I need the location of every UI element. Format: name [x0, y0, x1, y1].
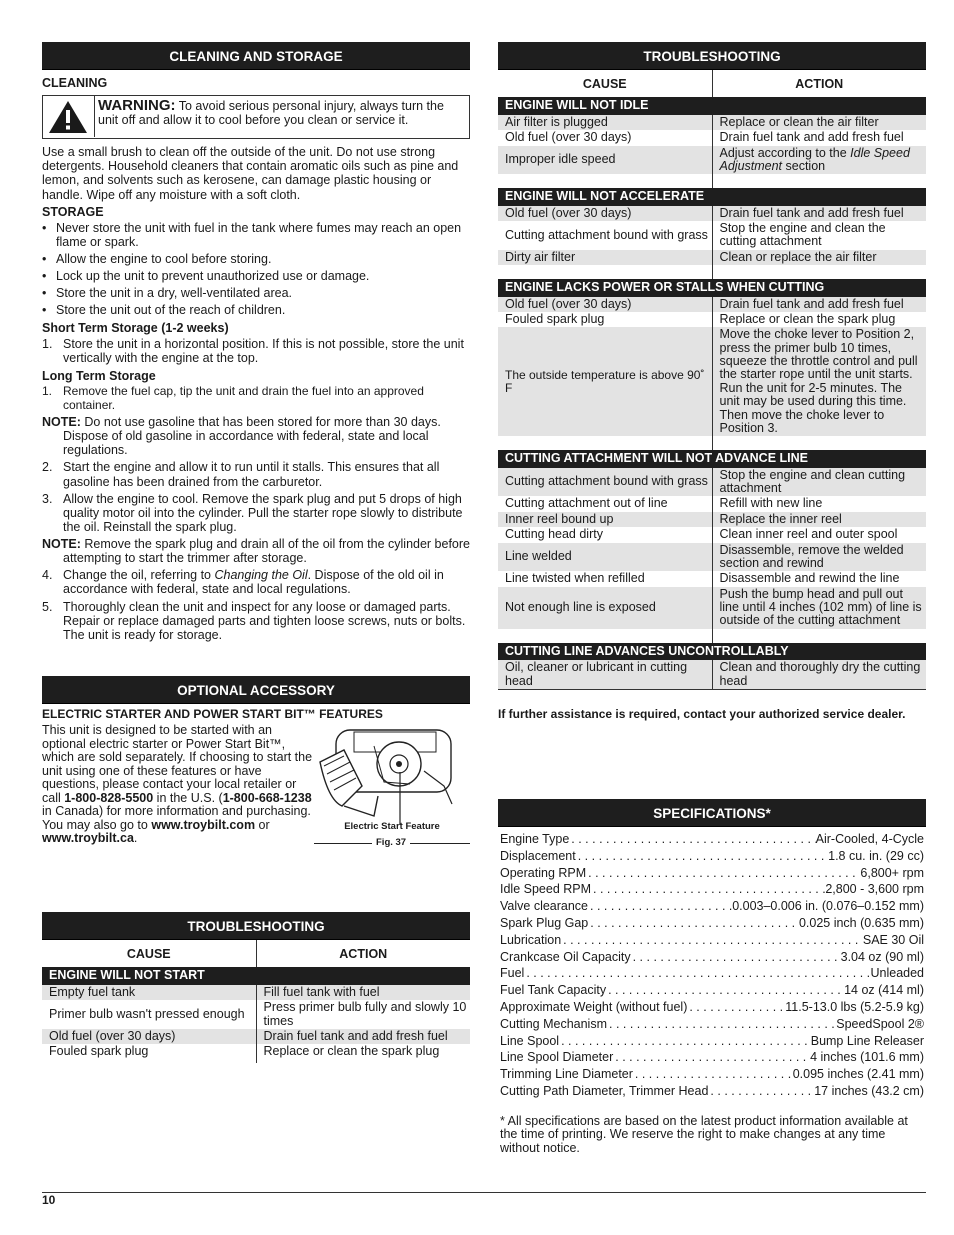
accessory-text-part: or: [255, 817, 270, 832]
spec-label: Line Spool: [500, 1033, 560, 1048]
spec-label: Cutting Mechanism: [500, 1016, 607, 1031]
long-term-heading: Long Term Storage: [42, 368, 156, 383]
engine-illustration: [314, 726, 470, 826]
step-text: Start the engine and allow it to run until it stalls. This ensures that all gasoline has been drained from the carburetor.: [63, 460, 440, 489]
step-number: 1.: [42, 384, 53, 398]
spec-row: [500, 1034, 924, 1051]
troubleshooting-title: TROUBLESHOOTING: [498, 42, 926, 70]
accessory-text-part: in Canada) for more information and purchasing. You may also go to: [42, 804, 311, 832]
cause-cell: Fouled spark plug: [42, 1044, 256, 1062]
action-cell: Replace or clean the air filter: [712, 115, 926, 130]
spec-row: [500, 899, 924, 916]
step-text: Thoroughly clean the unit and inspect for any loose or damaged parts. Repair or replace damaged parts and tighten loose screws, nuts or bolts. The unit is ready for storage.: [63, 599, 466, 642]
table-row: [498, 327, 926, 436]
cause-cell: Inner reel bound up: [498, 512, 712, 527]
spec-value: SpeedSpool 2®: [836, 1016, 924, 1031]
step-number: 1.: [42, 336, 53, 351]
section-engine-will-not-idle: ENGINE WILL NOT IDLE: [498, 97, 926, 114]
table-row: [42, 985, 470, 1000]
long-term-note: [42, 415, 470, 457]
spec-label: Lubrication: [500, 932, 562, 947]
spec-value: Bump Line Releaser: [810, 1033, 924, 1048]
cause-cell: The outside temperature is above 90˚ F: [498, 327, 712, 436]
cause-cell: Cutting attachment out of line: [498, 496, 712, 511]
spec-row: [500, 1017, 924, 1034]
list-item: • Allow the engine to cool before storing.: [42, 252, 470, 266]
footer-divider: [42, 1192, 926, 1193]
cause-cell: Oil, cleaner or lubricant in cutting head: [498, 660, 712, 689]
spec-value: Unleaded: [870, 966, 924, 981]
spec-value: 0.003–0.006 in. (0.076–0.152 mm): [732, 899, 924, 914]
figure-caption: Electric Start Feature: [344, 821, 440, 832]
section-line-advances-uncontrollably: CUTTING LINE ADVANCES UNCONTROLLABLY: [498, 643, 926, 660]
spec-row: [500, 1050, 924, 1067]
spec-value: 3.04 oz (90 ml): [840, 949, 924, 964]
cause-cell: Fouled spark plug: [498, 312, 712, 327]
spec-value: 11.5-13.0 lbs (5.2-5.9 kg): [785, 999, 924, 1014]
table-row: [498, 571, 926, 586]
figure-label: Fig. 37: [372, 838, 410, 849]
page-number: 10: [42, 1193, 56, 1207]
action-cell: Stop the engine and clean the cutting attachment: [719, 221, 886, 249]
action-cell: Replace the inner reel: [712, 512, 926, 527]
troubleshooting-table: [498, 70, 926, 689]
spec-label: Line Spool Diameter: [500, 1050, 614, 1065]
specifications-section: [498, 799, 926, 1155]
spec-value: 17 inches (43.2 cm): [814, 1083, 924, 1098]
action-cell: Fill fuel tank with fuel: [256, 985, 470, 1000]
spec-label: Displacement: [500, 848, 576, 863]
spec-label: Valve clearance: [500, 899, 589, 914]
spec-row: [500, 950, 924, 967]
action-header: ACTION: [339, 947, 388, 961]
spec-row: [500, 933, 924, 950]
cause-cell: Cutting attachment bound with grass: [498, 468, 712, 497]
cleaning-text: Use a small brush to clean off the outside of the unit. Do not use strong detergents. Household cleaners that contain aromatic oils such as pine and lemon, and solvents such as kerosene, can damage plastic housing or handle. Wipe off any moisture with a soft cloth.: [42, 145, 459, 202]
cause-cell: Dirty air filter: [498, 250, 712, 265]
accessory-text-part: in the U.S. (: [153, 790, 223, 805]
spec-footnote: * All specifications are based on the latest product information available at the time of printing. We reserve the right to make changes at any time without notice.: [500, 1113, 908, 1155]
table-row: [42, 1000, 470, 1029]
accessory-text-part: This unit is designed to be started with an optional electric starter or Power Start Bit™, which are sold separately. If choosing to start the unit using one of these features or have questions, please contact your local retailer or call: [42, 723, 313, 805]
spec-label: Crankcase Oil Capacity: [500, 949, 631, 964]
cause-cell: Cutting attachment bound with grass: [498, 221, 712, 250]
section-engine-will-not-start: ENGINE WILL NOT START: [42, 967, 470, 984]
spec-row: [500, 966, 924, 983]
spec-label: Approximate Weight (without fuel): [500, 999, 688, 1014]
spec-row: [500, 1067, 924, 1084]
spec-list: [498, 832, 926, 1101]
spec-label: Spark Plug Gap: [500, 915, 589, 930]
assistance-note: If further assistance is required, contact your authorized service dealer.: [498, 706, 906, 721]
left-column: [42, 42, 470, 645]
warning-icon: [43, 96, 95, 137]
cause-cell: Improper idle speed: [498, 146, 712, 175]
action-cell: Clean or replace the air filter: [712, 250, 926, 265]
accessory-heading: ELECTRIC STARTER AND POWER START BIT™ FEATURES: [42, 707, 383, 721]
cleaning-storage-title: CLEANING AND STORAGE: [42, 42, 470, 70]
table-row: [498, 496, 926, 511]
list-item: • Lock up the unit to prevent unauthorized use or damage.: [42, 269, 470, 283]
spec-value: SAE 30 Oil: [862, 932, 924, 947]
table-row: [42, 1029, 470, 1044]
step-text: Change the oil, referring to: [63, 568, 215, 583]
note-text: Do not use gasoline that has been stored for more than 30 days. Dispose of old gasoline in accordance with federal, state and local regulations.: [63, 415, 441, 458]
step-number: 3.: [42, 491, 53, 506]
warning-text-block: [98, 98, 465, 128]
table-bottom-rule: [498, 689, 926, 690]
step-text: Remove the fuel cap, tip the unit and drain the fuel into an approved container.: [63, 384, 424, 412]
step-text: Store the unit in a horizontal position. If this is not possible, store the unit vertically with the engine at the top.: [63, 336, 464, 365]
spec-row: [500, 1084, 924, 1101]
long-term-step: [42, 568, 470, 596]
cleaning-heading: CLEANING: [42, 76, 108, 90]
step-text: Allow the engine to cool. Remove the spark plug and put 5 drops of high quality motor oil into the cylinder. Pull the starter rope slowly to distribute the oil. Reinstall the spark plug.: [63, 491, 463, 534]
cause-header: CAUSE: [498, 70, 712, 97]
cause-cell: Old fuel (over 30 days): [498, 206, 712, 221]
action-cell: Replace or clean the spark plug: [263, 1044, 440, 1059]
troubleshooting-right: [498, 42, 926, 721]
action-cell: Drain fuel tank and add fresh fuel: [712, 206, 926, 221]
short-term-heading: Short Term Storage (1-2 weeks): [42, 320, 229, 335]
cause-cell: Air filter is plugged: [498, 115, 712, 130]
accessory-section: [42, 676, 470, 848]
warning-box: [42, 95, 470, 139]
accessory-text-part: .: [133, 831, 138, 845]
list-item: • Store the unit out of the reach of children.: [42, 303, 470, 317]
spec-value: 0.095 inches (2.41 mm): [792, 1067, 924, 1082]
note-label: NOTE:: [42, 537, 81, 552]
table-row: [498, 115, 926, 130]
spec-value: 1.8 cu. in. (29 cc): [828, 848, 924, 863]
action-cell: Push the bump head and pull out line until 4 inches (102 mm) of line is outside of the cutting attachment: [712, 587, 926, 629]
spec-label: Idle Speed RPM: [500, 882, 592, 897]
electric-start-figure: [314, 726, 470, 850]
action-cell: Clean and thoroughly dry the cutting head: [712, 660, 926, 689]
accessory-text: [42, 724, 314, 846]
step-number: 2.: [42, 460, 53, 475]
list-item: • Store the unit in a dry, well-ventilated area.: [42, 286, 470, 300]
note-label: NOTE:: [42, 415, 81, 430]
table-row: [498, 527, 926, 542]
section-engine-lacks-power: ENGINE LACKS POWER OR STALLS WHEN CUTTING: [498, 279, 926, 296]
accessory-title: OPTIONAL ACCESSORY: [42, 676, 470, 704]
table-row: [498, 146, 926, 175]
action-cell: Disassemble, remove the welded section and rewind: [712, 543, 926, 572]
cause-cell: Old fuel (over 30 days): [42, 1029, 256, 1044]
action-reference: Idle Speed Adjustment: [719, 145, 910, 173]
action-text: Adjust according to the: [719, 145, 851, 160]
table-row: [498, 206, 926, 221]
table-row: [498, 543, 926, 572]
troubleshooting-title: TROUBLESHOOTING: [42, 912, 470, 940]
note-text: Remove the spark plug and drain all of the oil from the cylinder before attempting to start the trimmer after storage.: [63, 537, 471, 566]
cause-header: CAUSE: [42, 940, 256, 967]
cause-cell: Cutting head dirty: [498, 527, 712, 542]
table-row: [498, 130, 926, 145]
spec-value: Air-Cooled, 4-Cycle: [815, 832, 924, 846]
action-cell: Stop the engine and clean cutting attachment: [712, 468, 926, 497]
phone-us: 1-800-828-5500: [64, 790, 154, 805]
cause-cell: Old fuel (over 30 days): [498, 130, 712, 145]
action-cell: Press primer bulb fully and slowly 10 times: [263, 1000, 467, 1028]
long-term-step: [42, 460, 470, 488]
long-term-step: [42, 492, 470, 534]
table-row: [498, 312, 926, 327]
action-cell: Refill with new line: [719, 496, 823, 511]
website-us: www.troybilt.com: [151, 817, 256, 832]
warning-label: WARNING:: [98, 97, 176, 115]
section-engine-will-not-accelerate: ENGINE WILL NOT ACCELERATE: [498, 188, 926, 205]
action-text: section: [782, 158, 826, 173]
storage-list: [42, 221, 470, 318]
spec-label: Engine Type: [500, 832, 570, 846]
table-row: [498, 297, 926, 312]
troubleshooting-left: [42, 912, 470, 1063]
long-term-note: [42, 537, 470, 565]
cause-cell: Not enough line is exposed: [498, 587, 712, 629]
phone-canada: 1-800-668-1238: [222, 790, 312, 805]
action-cell: Replace or clean the spark plug: [719, 311, 896, 326]
table-row: [498, 468, 926, 497]
storage-heading: STORAGE: [42, 204, 104, 219]
action-cell: [712, 146, 926, 175]
spec-row: [500, 983, 924, 1000]
action-cell: Drain fuel tank and add fresh fuel: [256, 1029, 470, 1044]
cause-cell: Line welded: [498, 543, 712, 572]
spec-row: [500, 916, 924, 933]
spec-label: Cutting Path Diameter, Trimmer Head: [500, 1083, 709, 1098]
short-term-step: [42, 337, 470, 365]
specifications-title: SPECIFICATIONS*: [498, 799, 926, 827]
spec-row: [500, 849, 924, 866]
step-reference: Changing the Oil: [214, 568, 308, 583]
troubleshooting-table: [42, 940, 470, 1063]
spec-value: 2,800 - 3,600 rpm: [825, 882, 924, 897]
action-cell: Disassemble and rewind the line: [719, 571, 900, 586]
spec-label: Fuel Tank Capacity: [500, 983, 607, 998]
warning-text: To avoid serious personal injury, always turn the unit off and allow it to cool before you clean or service it.: [98, 99, 444, 128]
action-cell: Drain fuel tank and add fresh fuel: [719, 130, 904, 145]
action-cell: Clean inner reel and outer spool: [719, 527, 898, 542]
long-term-step: [42, 385, 470, 412]
cause-cell: Primer bulb wasn't pressed enough: [42, 1000, 256, 1029]
table-row: [498, 250, 926, 265]
spec-value: 0.025 inch (0.635 mm): [798, 915, 924, 930]
step-number: 4.: [42, 568, 53, 583]
step-number: 5.: [42, 599, 53, 614]
step-text: . Dispose of the old oil in accordance with federal, state and local regulations.: [63, 568, 444, 597]
spec-value: 4 inches (101.6 mm): [810, 1050, 924, 1065]
table-row: [42, 1044, 470, 1062]
spec-row: [500, 1000, 924, 1017]
spec-label: Operating RPM: [500, 865, 587, 880]
spec-row: [500, 832, 924, 849]
spec-value: 14 oz (414 ml): [844, 983, 924, 998]
action-cell: Drain fuel tank and add fresh fuel: [712, 297, 926, 312]
spec-value: 6,800+ rpm: [860, 865, 924, 880]
section-will-not-advance-line: CUTTING ATTACHMENT WILL NOT ADVANCE LINE: [498, 450, 926, 467]
table-row: [498, 221, 926, 250]
cause-cell: Old fuel (over 30 days): [498, 297, 712, 312]
website-canada: www.troybilt.ca: [42, 831, 134, 845]
spec-label: Fuel: [500, 966, 525, 981]
cause-cell: Line twisted when refilled: [498, 571, 712, 586]
table-row: [498, 660, 926, 689]
spec-label: Trimming Line Diameter: [500, 1067, 633, 1082]
spec-row: [500, 882, 924, 899]
action-header: ACTION: [795, 77, 844, 91]
cause-cell: Empty fuel tank: [42, 985, 256, 1000]
table-row: [498, 512, 926, 527]
action-cell: Move the choke lever to Position 2, press the primer bulb 10 times, squeeze the throttle control and pull the starter rope until the unit starts. Run the unit for 2-5 minutes. The unit may be used during this time. Then move the choke lever to Position 3.: [712, 327, 926, 436]
spec-row: [500, 866, 924, 883]
table-row: [498, 587, 926, 629]
long-term-step: [42, 600, 470, 642]
list-item: • Never store the unit with fuel in the tank where fumes may reach an open flame or spark.: [42, 221, 470, 249]
